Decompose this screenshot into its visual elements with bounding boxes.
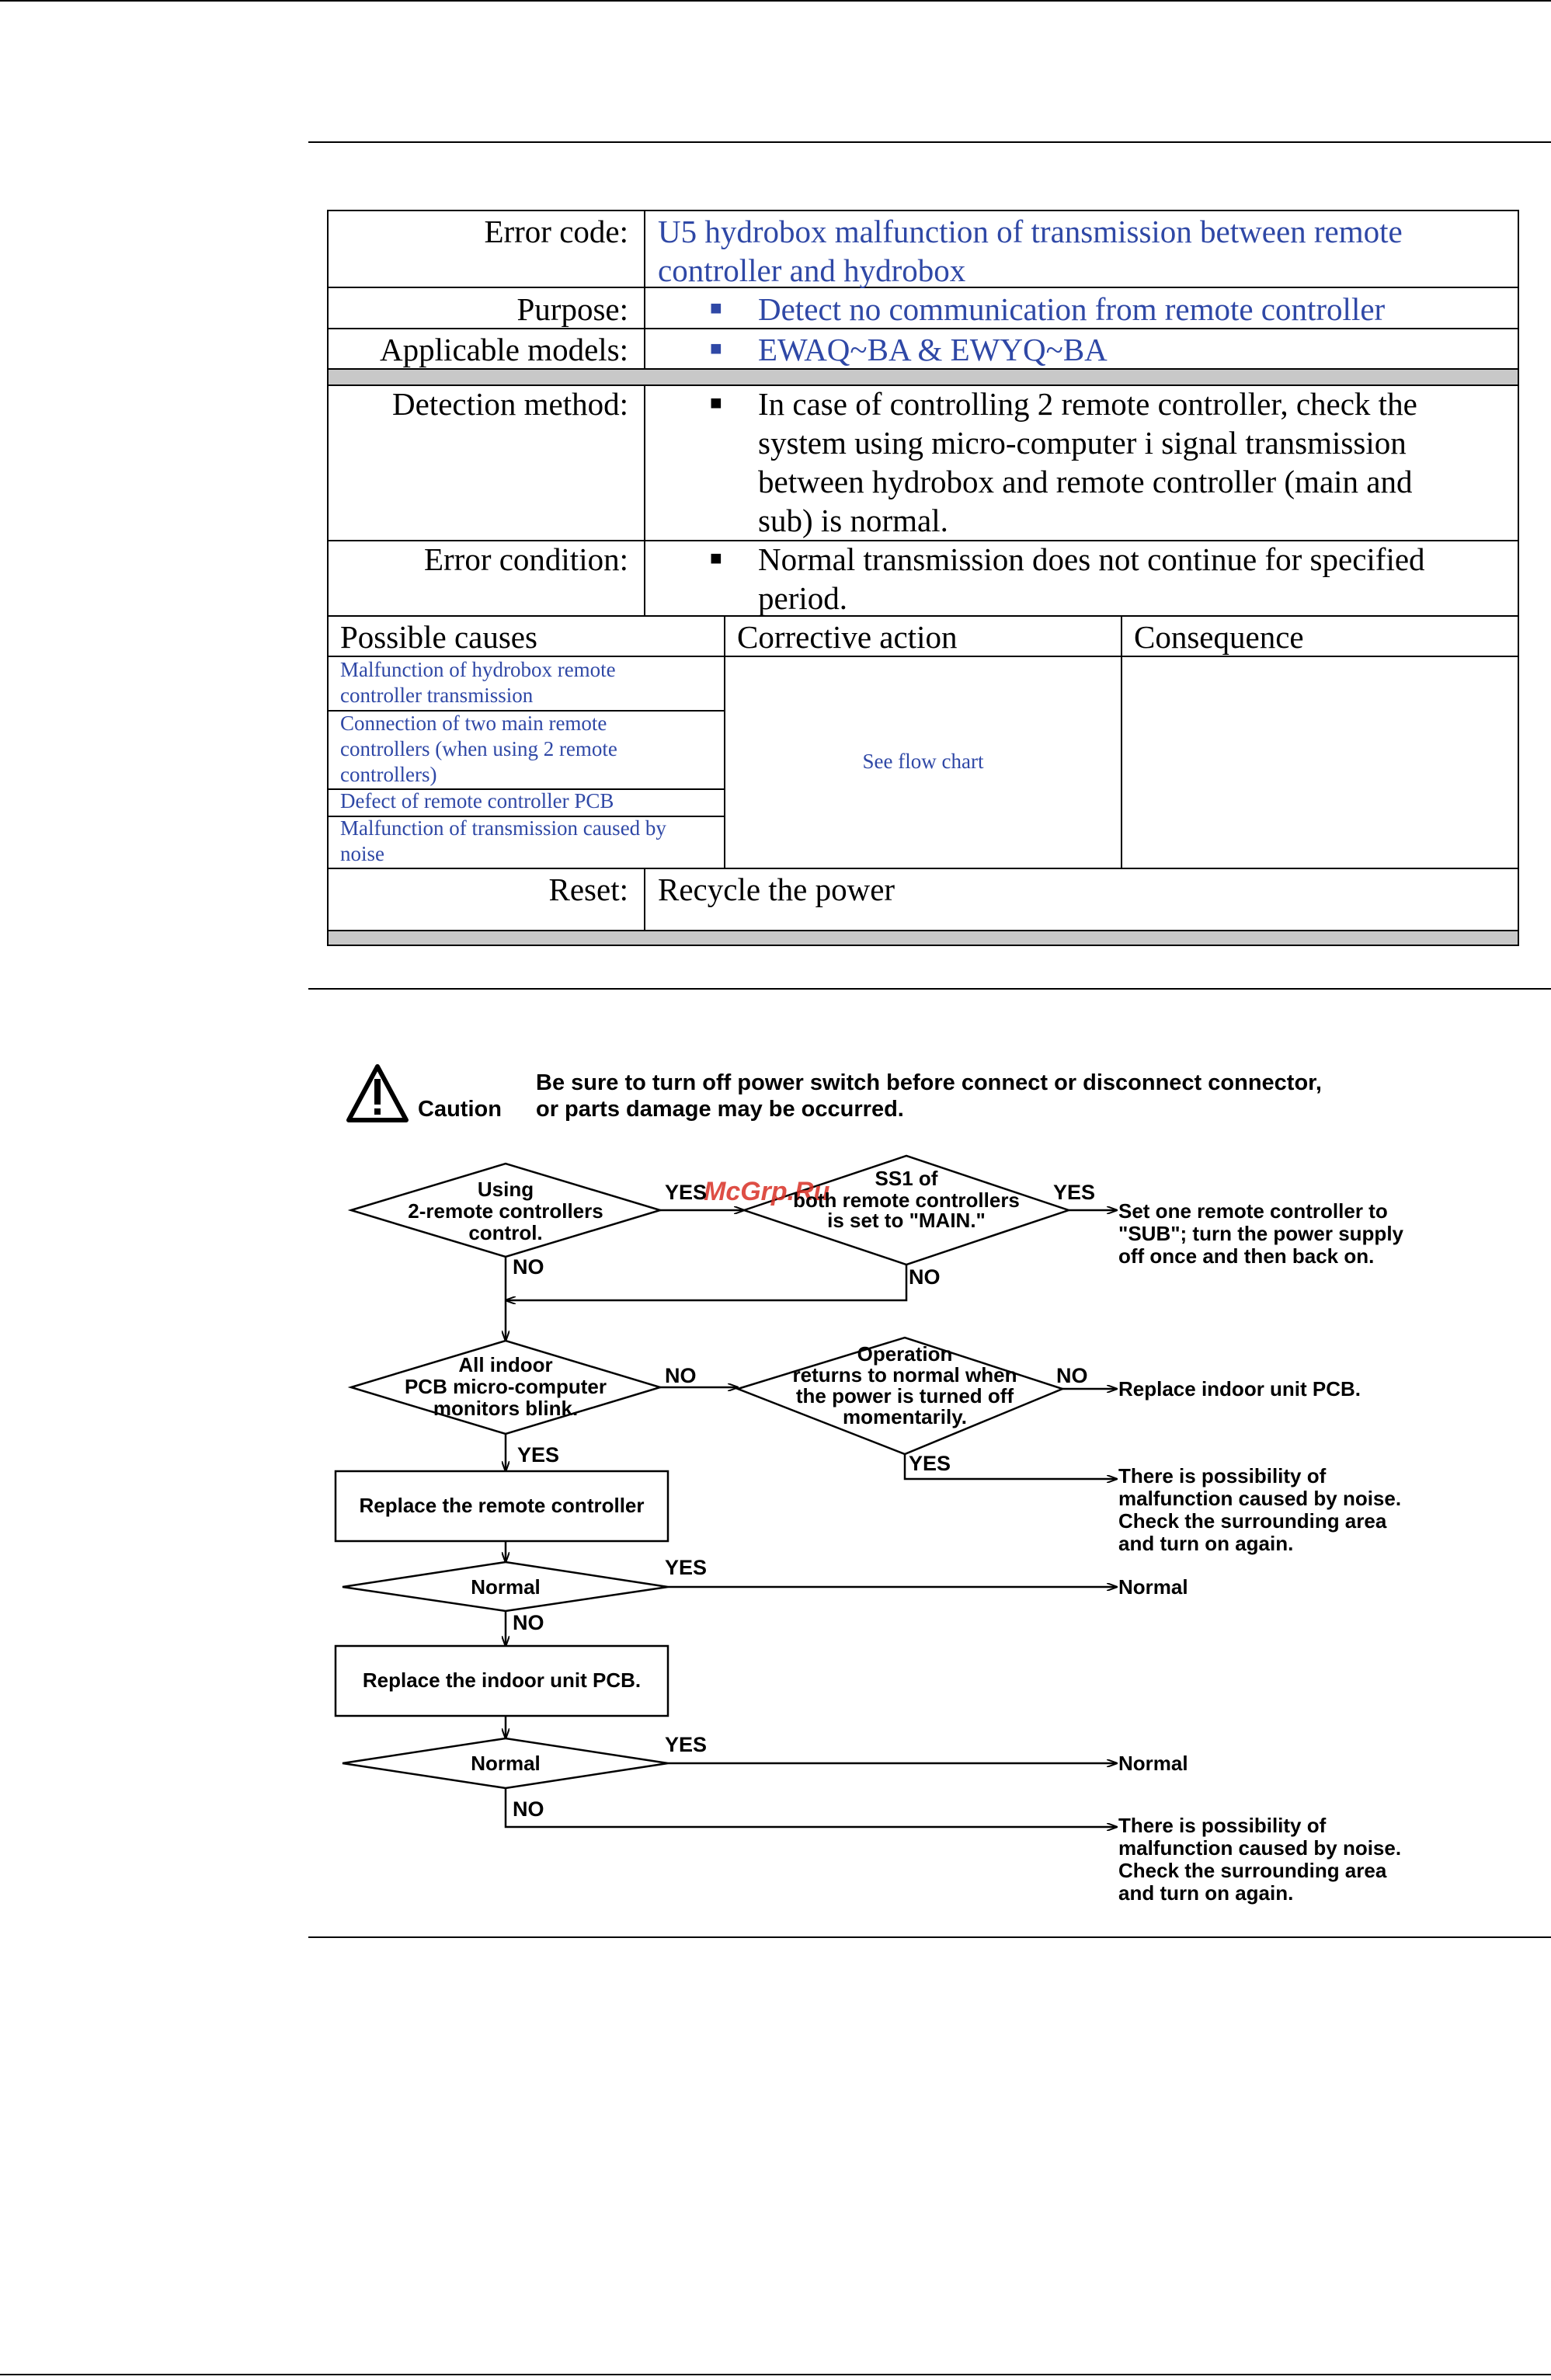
no-label: NO [1056, 1364, 1088, 1387]
purpose-value: Detect no communication from remote controller [758, 291, 1386, 327]
reset-label: Reset: [548, 872, 628, 907]
result-normal: Normal [1118, 1575, 1188, 1599]
caution-line1: Be sure to turn off power switch before connect or disconnect connector, [536, 1070, 1322, 1095]
no-label: NO [909, 1265, 941, 1289]
result-set-sub: Set one remote controller to [1118, 1199, 1388, 1223]
table-separator [327, 930, 1519, 946]
d6-text: Normal [471, 1752, 541, 1775]
result-noise: malfunction caused by noise. [1118, 1487, 1402, 1510]
d3-line: monitors blink. [433, 1397, 579, 1420]
d1-line: 2-remote controllers [408, 1199, 603, 1223]
col-header-corrective: Corrective action [737, 619, 958, 655]
no-label: NO [513, 1255, 544, 1279]
bullet-icon: ■ [710, 391, 722, 414]
connector [506, 1265, 906, 1300]
result-normal: Normal [1118, 1752, 1188, 1775]
error-code-label: Error code: [484, 214, 628, 249]
box1-text: Replace the remote controller [359, 1494, 645, 1517]
d3-line: All indoor [458, 1353, 553, 1376]
yes-label: YES [517, 1443, 560, 1467]
detection-method-label: Detection method: [392, 386, 628, 422]
result-set-sub: "SUB"; turn the power supply [1118, 1222, 1403, 1245]
no-label: NO [513, 1797, 544, 1821]
error-code-value: U5 hydrobox malfunction of transmission between remote controller and hydrobox [658, 214, 1403, 288]
cause-item: Defect of remote controller PCB [340, 789, 614, 812]
detection-method-value: In case of controlling 2 remote controller, check the system using micro-computer i signal transmission between hydrobox and remote controller (main and sub) is normal. [758, 386, 1417, 538]
section-rule [308, 988, 1551, 990]
yes-label: YES [665, 1181, 708, 1204]
reset-value: Recycle the power [658, 872, 895, 907]
bullet-icon: ■ [710, 297, 722, 319]
result-noise: and turn on again. [1118, 1881, 1294, 1905]
yes-label: YES [909, 1452, 951, 1475]
watermark: McGrp.Ru [704, 1177, 830, 1206]
caution-title: Caution [418, 1097, 502, 1122]
col-header-consequence: Consequence [1134, 619, 1304, 655]
bottom-rule [0, 2374, 1551, 2375]
d1-line: control. [468, 1221, 543, 1244]
d4-line: Operation [857, 1342, 953, 1366]
result-noise: Check the surrounding area [1118, 1509, 1387, 1533]
models-label: Applicable models: [380, 332, 628, 367]
yes-label: YES [665, 1733, 708, 1756]
d4-line: momentarily. [843, 1405, 967, 1428]
col-header-causes: Possible causes [340, 619, 537, 655]
error-condition-value: Normal transmission does not continue for specified period. [758, 541, 1425, 616]
d2-line: SS1 of [875, 1167, 938, 1190]
error-condition-label: Error condition: [423, 541, 628, 577]
result-noise: and turn on again. [1118, 1532, 1294, 1555]
yes-label: YES [1053, 1181, 1096, 1204]
models-value: EWAQ~BA & EWYQ~BA [758, 332, 1108, 367]
result-noise: malfunction caused by noise. [1118, 1836, 1402, 1860]
d4-line: the power is turned off [795, 1384, 1014, 1407]
box2-text: Replace the indoor unit PCB. [362, 1668, 642, 1692]
d4-line: returns to normal when [792, 1363, 1017, 1387]
d2-line: is set to "MAIN." [827, 1209, 986, 1232]
no-label: NO [513, 1611, 544, 1634]
top-rule [0, 0, 1551, 2]
bullet-icon: ■ [710, 337, 722, 360]
cause-item: Malfunction of transmission caused by noise [340, 816, 666, 865]
corrective-action-value: See flow chart [862, 750, 984, 773]
caution-icon [349, 1066, 406, 1120]
table-separator [327, 368, 1519, 386]
no-label: NO [665, 1364, 697, 1387]
result-noise: There is possibility of [1118, 1464, 1327, 1488]
d1-line: Using [477, 1178, 534, 1201]
connector [506, 1788, 1117, 1827]
cause-item: Connection of two main remote controllers (when using 2 remote controllers) [340, 712, 617, 786]
purpose-label: Purpose: [516, 291, 628, 327]
d3-line: PCB micro-computer [404, 1375, 607, 1398]
d5-text: Normal [471, 1575, 541, 1599]
result-set-sub: off once and then back on. [1118, 1244, 1375, 1268]
bullet-icon: ■ [710, 547, 722, 569]
troubleshooting-flowchart [0, 1010, 1551, 1942]
yes-label: YES [665, 1556, 708, 1579]
result-noise: There is possibility of [1118, 1814, 1327, 1837]
d2-line: both remote controllers [793, 1188, 1020, 1212]
result-noise: Check the surrounding area [1118, 1859, 1387, 1882]
cause-item: Malfunction of hydrobox remote controller transmission [340, 658, 616, 707]
caution-line2: or parts damage may be occurred. [536, 1097, 904, 1122]
section-rule [308, 141, 1551, 143]
result-replace-indoor-pcb: Replace indoor unit PCB. [1118, 1377, 1361, 1401]
